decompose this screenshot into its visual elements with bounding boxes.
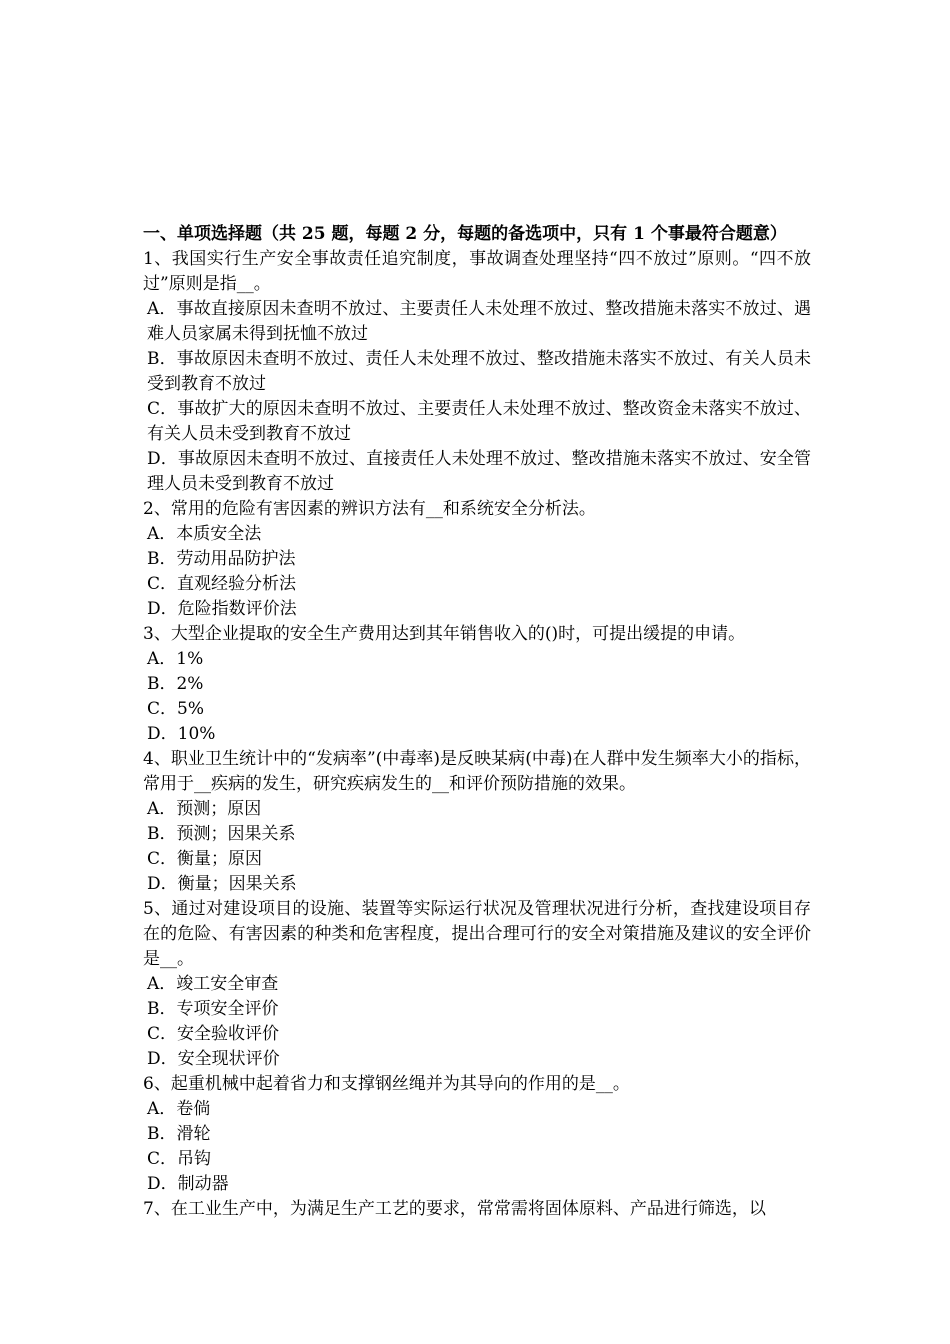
question-6 [143, 1072, 811, 1197]
option-b: B．预测；因果关系 [147, 824, 296, 844]
option-b: B．专项安全评价 [147, 999, 279, 1019]
option-a: A．1% [147, 649, 204, 669]
option-d: D．10% [147, 724, 216, 744]
option-c: C．直观经验分析法 [147, 574, 297, 594]
question-stem: 4、职业卫生统计中的“发病率”(中毒率)是反映某病(中毒)在人群中发生频率大小的指标，常用于__疾病的发生，研究疾病发生的__和评价预防措施的效果。 [143, 749, 811, 794]
question-stem: 5、通过对建设项目的设施、装置等实际运行状况及管理状况进行分析，查找建设项目存在的危险、有害因素的种类和危害程度，提出合理可行的安全对策措施及建议的安全评价是__。 [143, 899, 811, 969]
question-stem: 2、常用的危险有害因素的辨识方法有__和系统安全分析法。 [143, 499, 596, 519]
option-d: D．制动器 [147, 1174, 229, 1194]
question-2 [143, 497, 811, 622]
option-d: D．危险指数评价法 [147, 599, 297, 619]
option-c: C．事故扩大的原因未查明不放过、主要责任人未处理不放过、整改资金未落实不放过、有关人员未受到教育不放过 [147, 399, 811, 444]
option-c: C．5% [147, 699, 204, 719]
question-stem: 7、在工业生产中，为满足生产工艺的要求，常常需将固体原料、产品进行筛选，以 [143, 1199, 766, 1219]
question-stem: 3、大型企业提取的安全生产费用达到其年销售收入的()时，可提出缓提的申请。 [143, 624, 746, 644]
question-1 [143, 247, 811, 497]
option-a: A．本质安全法 [147, 524, 262, 544]
option-a: A．事故直接原因未查明不放过、主要责任人未处理不放过、整改措施未落实不放过、遇难人员家属未得到抚恤不放过 [147, 299, 811, 344]
question-3 [143, 622, 811, 747]
option-b: B．2% [147, 674, 204, 694]
option-c: C．吊钩 [147, 1149, 212, 1169]
option-c: C．安全验收评价 [147, 1024, 280, 1044]
option-a: A．竣工安全审查 [147, 974, 279, 994]
option-d: D．安全现状评价 [147, 1049, 280, 1069]
document-page [143, 222, 811, 1222]
option-d: D．事故原因未查明不放过、直接责任人未处理不放过、整改措施未落实不放过、安全管理人员未受到教育不放过 [147, 449, 811, 494]
question-stem: 1、我国实行生产安全事故责任追究制度，事故调查处理坚持“四不放过”原则。“四不放过”原则是指__。 [143, 249, 811, 294]
question-4 [143, 747, 811, 897]
question-5 [143, 897, 811, 1072]
question-stem: 6、起重机械中起着省力和支撑钢丝绳并为其导向的作用的是__。 [143, 1074, 630, 1094]
option-c: C．衡量；原因 [147, 849, 263, 869]
option-b: B．滑轮 [147, 1124, 211, 1144]
option-d: D．衡量；因果关系 [147, 874, 297, 894]
option-a: A．预测；原因 [147, 799, 262, 819]
question-7 [143, 1197, 811, 1222]
section-heading: 一、单项选择题（共 25 题，每题 2 分，每题的备选项中，只有 1 个事最符合题意） [143, 224, 787, 244]
option-a: A．卷倘 [147, 1099, 211, 1119]
option-b: B．事故原因未查明不放过、责任人未处理不放过、整改措施未落实不放过、有关人员未受到教育不放过 [147, 349, 811, 394]
option-b: B．劳动用品防护法 [147, 549, 296, 569]
